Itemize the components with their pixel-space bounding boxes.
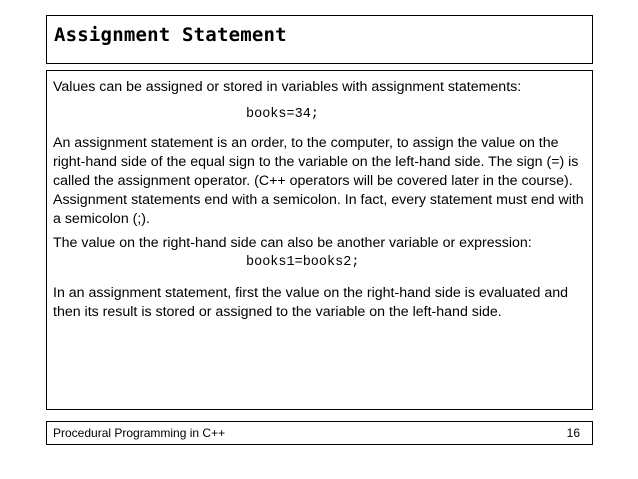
title-box	[46, 15, 593, 64]
paragraph-right-hand-side: The value on the right-hand side can also be another variable or expression:	[53, 235, 532, 251]
paragraph-intro: Values can be assigned or stored in variables with assignment statements:	[53, 79, 522, 95]
footer-page-number: 16	[566, 426, 580, 440]
footer-box	[46, 421, 593, 445]
paragraph-evaluation-order: In an assignment statement, first the value on the right-hand side is evaluated and then its result is stored or assigned to the variable on the left-hand side.	[53, 285, 569, 320]
content-box	[46, 70, 593, 410]
code-example-books1: books1=books2;	[246, 255, 360, 270]
slide-title: Assignment Statement	[54, 24, 287, 46]
paragraph-assignment-definition: An assignment statement is an order, to the computer, to assign the value on the right-hand side of the equal sign to the variable on the left-hand side. The sign (=) is called the assignment operator. (C++ operators will be covered later in the course). Assignment statements end with a semicolon. In fact, every statement must end with a semicolon (;).	[53, 135, 584, 227]
code-example-books: books=34;	[246, 107, 319, 122]
footer-course-name: Procedural Programming in C++	[53, 426, 226, 440]
